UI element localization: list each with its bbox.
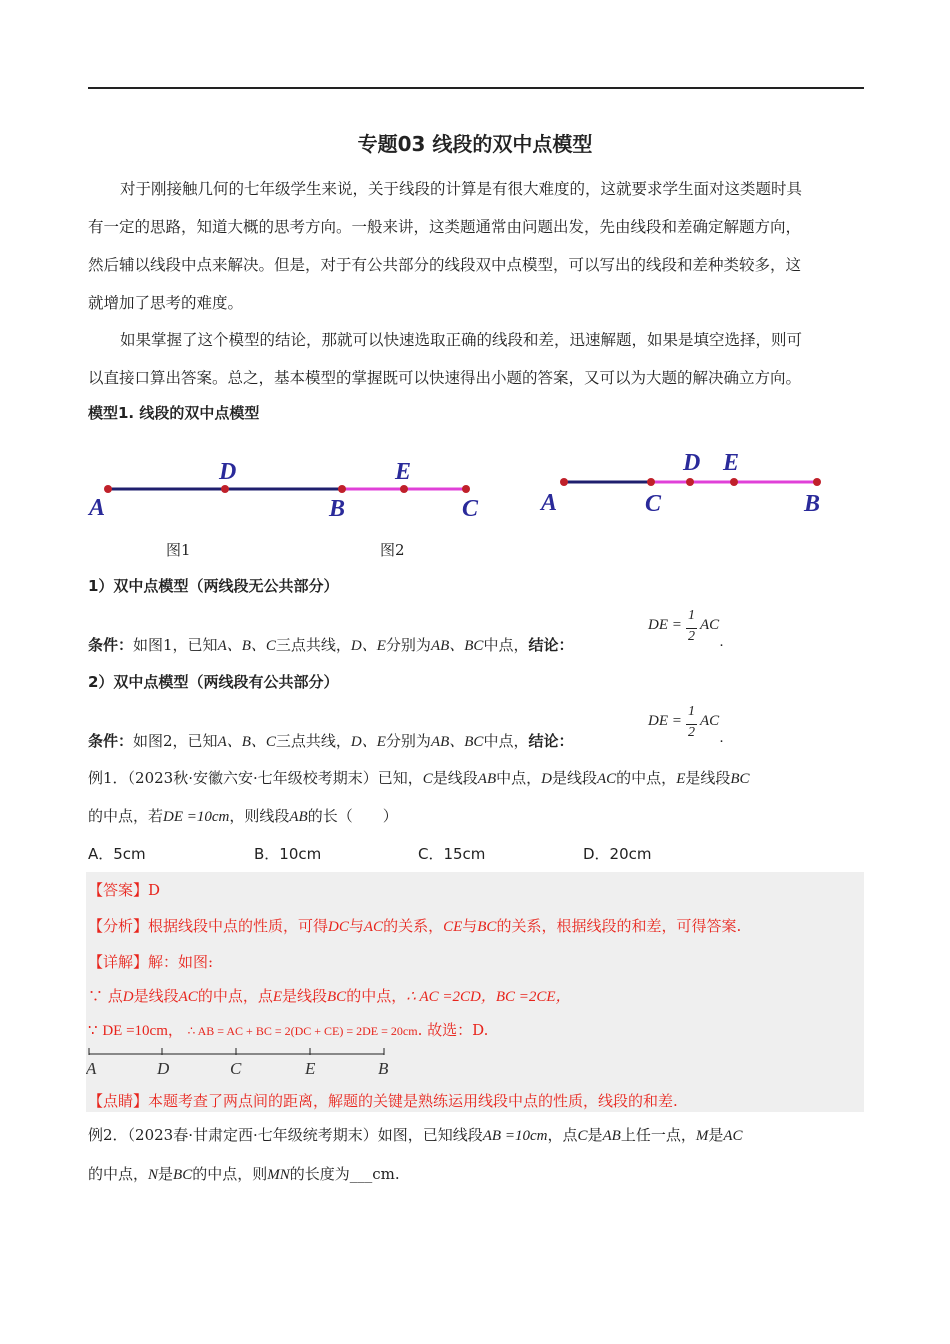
point-e (730, 478, 738, 486)
label-c: C (645, 491, 662, 517)
step-1-line (88, 985, 864, 1006)
text: 的关系， (383, 917, 444, 935)
option-b[interactable]: B．10cm (254, 845, 322, 863)
point-d (221, 485, 229, 493)
figure-2-diagram (530, 446, 850, 526)
text: 是 (158, 1165, 174, 1183)
text: 与 (348, 917, 364, 935)
var: C (577, 1128, 588, 1144)
condition-text: 如图2，已知 (133, 732, 218, 750)
text: ，则线段 (229, 807, 290, 825)
label-e: E (395, 459, 412, 485)
text: 是 (708, 1126, 724, 1144)
example-1-line-1 (88, 767, 864, 788)
var: C (422, 771, 433, 787)
answer-line: 【答案】D (88, 881, 161, 899)
intro-p1-line: 有一定的思路，知道大概的思考方向。一般来讲，这类题通常由问题出发，先由线段和差确定解题方向， (88, 218, 802, 236)
intro-p2-line: 如果掌握了这个模型的结论，那就可以快速选取正确的线段和差，迅速解题，如果是填空选择，则可 (120, 331, 803, 349)
segments: AB、BC (430, 638, 484, 654)
points: A、B、C (217, 638, 276, 654)
var: DC (328, 919, 349, 935)
label-a: A (541, 490, 558, 516)
point-b (813, 478, 821, 486)
figure-2-caption: 图2 (380, 541, 405, 559)
option-a[interactable]: A．5cm (88, 845, 146, 863)
var: AC (178, 989, 198, 1005)
intro-p1-line: 对于刚接触几何的七年级学生来说，关于线段的计算是有很大难度的，这就要求学生面对这类题时具 (120, 180, 803, 198)
formula-end: . (720, 634, 724, 650)
point-b (338, 485, 346, 493)
conclusion-label: 结论： (528, 636, 574, 654)
example-2-line-1 (88, 1124, 864, 1145)
var: BC (327, 989, 347, 1005)
label-e: E (723, 450, 740, 476)
label-d: D (219, 459, 237, 485)
text: 的长（ ） (307, 807, 398, 825)
answer-blank[interactable]: ___ (349, 1165, 373, 1183)
text: 的中点，则 (192, 1165, 268, 1183)
analysis-line (88, 915, 864, 936)
formula-end: . (720, 730, 724, 746)
collinear-text: 三点共线， (275, 732, 351, 750)
text: 的中点， (616, 769, 677, 787)
analysis-label: 【分析】 (88, 917, 149, 935)
case-2-formula (648, 706, 768, 756)
mid-end: 中点， (483, 732, 529, 750)
mid-text: 分别为 (385, 732, 431, 750)
formula: ∴ AB = AC + BC = 2(DC + CE) = 2DE = 20cm (187, 1024, 418, 1038)
points: A、B、C (217, 734, 276, 750)
option-d[interactable]: D．20cm (583, 845, 652, 863)
var: D (122, 989, 134, 1005)
figure-1-caption: 图1 (166, 541, 191, 559)
point-a (104, 485, 112, 493)
formula-left: DE = (648, 617, 682, 633)
mid-points: D、E (350, 734, 386, 750)
var: CE (443, 919, 463, 935)
text: 的中点，若 (88, 807, 164, 825)
mid-end: 中点， (483, 636, 529, 654)
segments: AB、BC (430, 734, 484, 750)
intro-p2-line: 以直接口算出答案。总之，基本模型的掌握既可以快速得出小题的答案，又可以为大题的解决确立方向。 (88, 369, 802, 387)
var: D (541, 771, 552, 787)
formula-right: AC (700, 617, 720, 633)
page-title: 专题03 线段的双中点模型 (357, 132, 593, 156)
axis-label-a: A (86, 1059, 97, 1078)
var: AB (289, 809, 308, 825)
point-e (400, 485, 408, 493)
header-rule (88, 87, 864, 89)
text: 是线段 (282, 987, 328, 1005)
condition-text: 如图1，已知 (133, 636, 218, 654)
label-b: B (804, 491, 821, 517)
text: 是 (587, 1126, 603, 1144)
var: AB (477, 771, 497, 787)
text: 根据线段中点的性质，可得 (148, 917, 329, 935)
var: E (676, 771, 686, 787)
formula: DE =10cm (163, 809, 230, 825)
formula-denominator: 2 (688, 629, 695, 644)
figure-1-diagram (86, 452, 486, 532)
text: 是线段 (685, 769, 731, 787)
model-heading: 模型1. 线段的双中点模型 (88, 404, 260, 422)
text: 是线段 (432, 769, 478, 787)
axis-label-c: C (230, 1059, 242, 1078)
label-d: D (683, 450, 701, 476)
var: AB (602, 1128, 621, 1144)
text: 是线段 (133, 987, 179, 1005)
example-1-line-2 (88, 805, 864, 826)
case-1-formula (648, 610, 768, 660)
label-b: B (329, 496, 346, 522)
var: M (695, 1128, 709, 1144)
formula-numerator: 1 (688, 704, 695, 719)
conclusion-label: 结论： (528, 732, 574, 750)
text: 是线段 (551, 769, 597, 787)
formula: DE =10cm， (102, 1023, 183, 1039)
text: 的长度为 (289, 1165, 350, 1183)
text: cm. (372, 1165, 400, 1183)
axis-label-d: D (157, 1059, 170, 1078)
condition-label: 条件： (88, 636, 134, 654)
formula: AB =10cm (482, 1128, 548, 1144)
comment-line: 【点睛】本题考查了两点间的距离，解题的关键是熟练运用线段中点的性质，线段的和差. (88, 1092, 678, 1110)
var: BC (730, 771, 750, 787)
var: E (272, 989, 282, 1005)
intro-paragraph-2 (88, 321, 864, 397)
var: BC (477, 919, 497, 935)
step-2-line (88, 1019, 864, 1040)
example-2-line-2 (88, 1163, 864, 1184)
var: AC (363, 919, 384, 935)
point-c (647, 478, 655, 486)
text: ∵ 点 (88, 987, 123, 1005)
intro-paragraph-1 (88, 170, 864, 322)
intro-p1-line: 然后辅以线段中点来解决。但是，对于有公共部分的线段双中点模型，可以写出的线段和差种类较多，这 (88, 256, 802, 274)
var: BC (173, 1167, 193, 1183)
mid-text: 分别为 (385, 636, 431, 654)
intro-p1-line: 就增加了思考的难度。 (88, 294, 244, 312)
point-c (462, 485, 470, 493)
text: 的中点，点 (197, 987, 273, 1005)
point-a (560, 478, 568, 486)
formula-right: AC (700, 713, 720, 729)
case-1-heading: 1）双中点模型（两线段无公共部分） (88, 577, 339, 595)
formula-left: DE = (648, 713, 682, 729)
text: 的中点， (88, 1165, 149, 1183)
text: 的关系，根据线段的和差，可得答案. (496, 917, 742, 935)
text: ，点 (547, 1126, 578, 1144)
text: . 故选：D. (417, 1021, 489, 1039)
var: AC (597, 771, 617, 787)
text: 与 (462, 917, 478, 935)
text: 的中点， (346, 987, 407, 1005)
option-c[interactable]: C．15cm (418, 845, 486, 863)
detail-line: 【详解】解：如图: (88, 953, 214, 971)
formula-numerator: 1 (688, 608, 695, 623)
text: 中点， (496, 769, 542, 787)
var: AC (723, 1128, 743, 1144)
var: N (148, 1167, 159, 1183)
text: 例1．（2023秋·安徽六安·七年级校考期末）已知， (88, 769, 423, 787)
case-2-heading: 2）双中点模型（两线段有公共部分） (88, 673, 339, 691)
formula-denominator: 2 (688, 725, 695, 740)
var: MN (267, 1167, 290, 1183)
formula: ∴ AC =2CD，BC =2CE， (406, 989, 571, 1005)
axis-label-b: B (378, 1059, 389, 1078)
collinear-text: 三点共线， (275, 636, 351, 654)
point-d (686, 478, 694, 486)
solution-number-line (86, 1046, 396, 1078)
axis-label-e: E (305, 1059, 316, 1078)
mid-points: D、E (350, 638, 386, 654)
text: 上任一点， (620, 1126, 696, 1144)
text: 例2．（2023春·甘肃定西·七年级统考期末）如图，已知线段 (88, 1126, 483, 1144)
condition-label: 条件： (88, 732, 134, 750)
label-a: A (89, 495, 106, 521)
label-c: C (462, 496, 479, 522)
text: ∵ (88, 1021, 98, 1039)
